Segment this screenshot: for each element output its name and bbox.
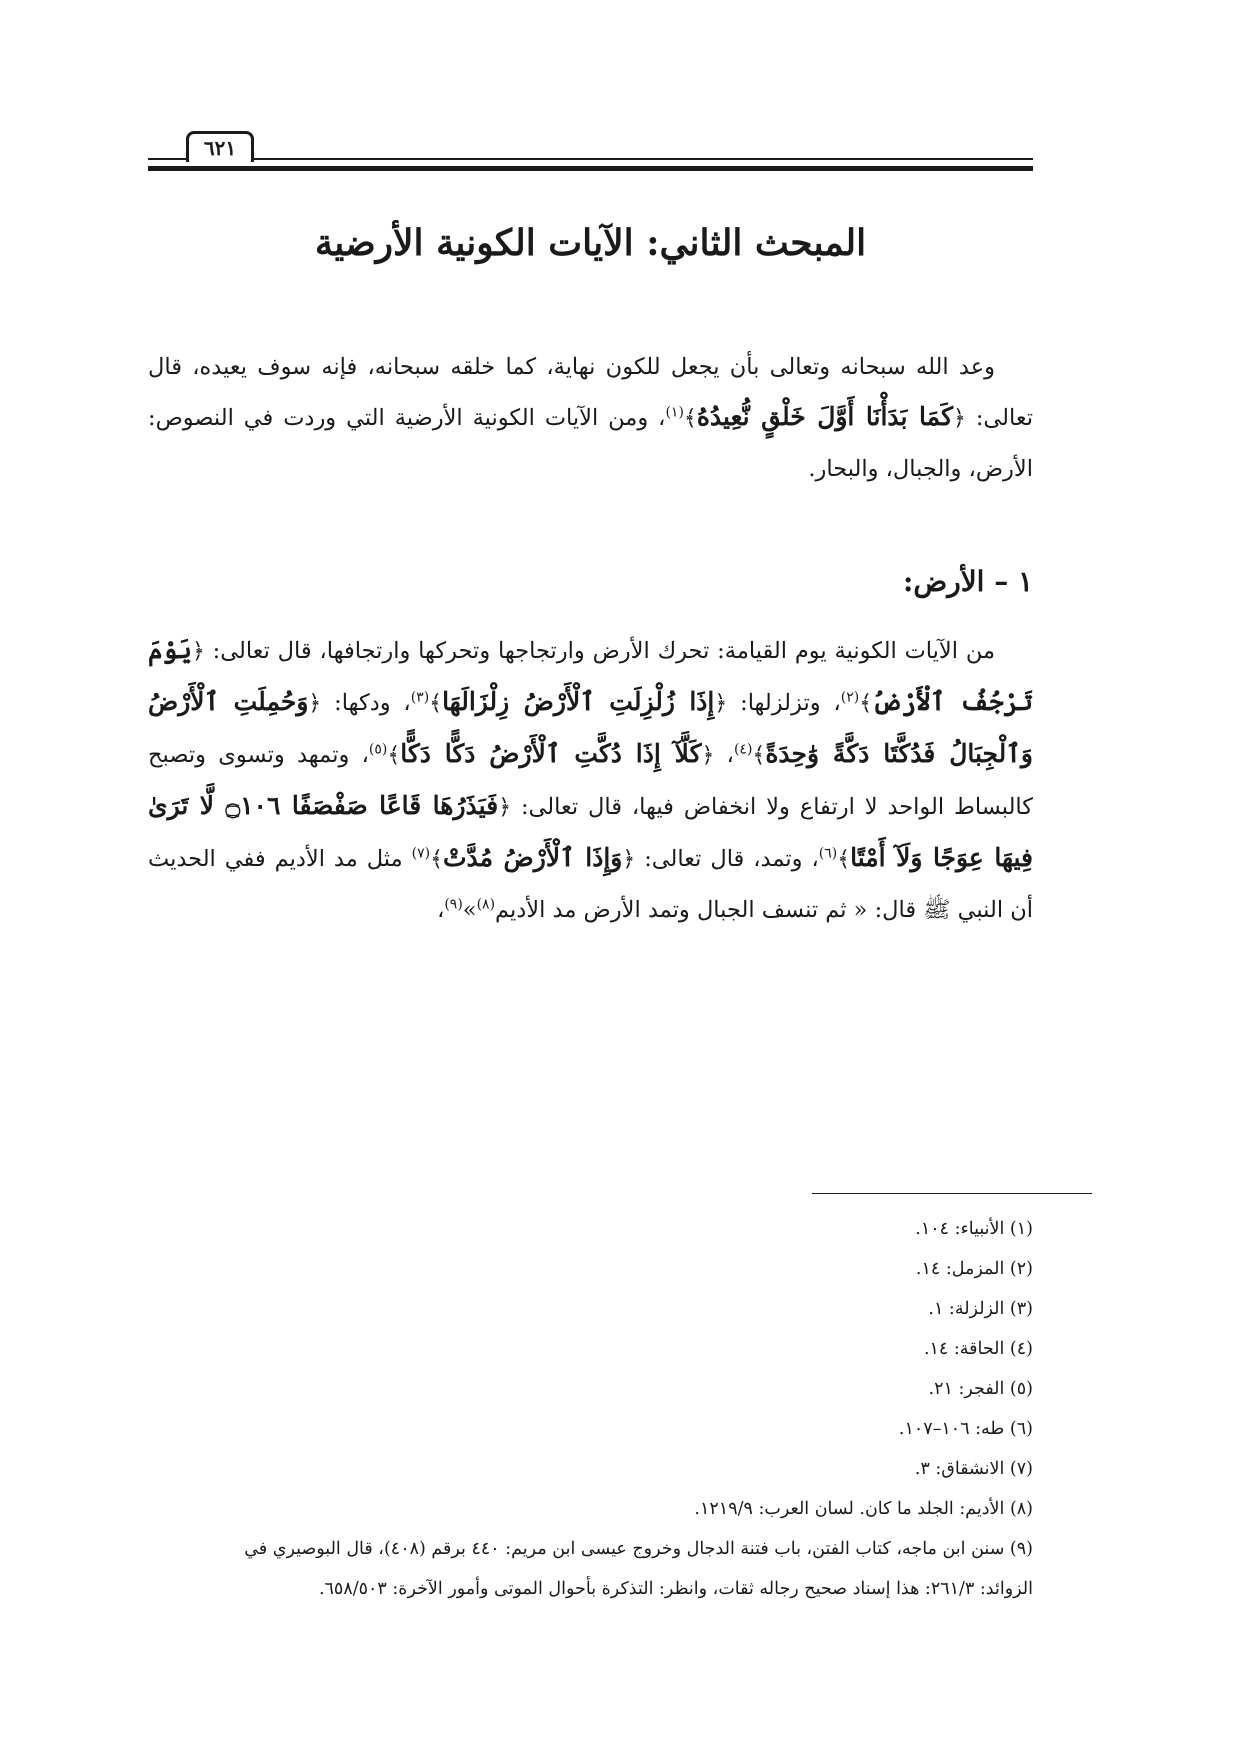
earth-text-8: » <box>462 897 477 923</box>
footnote-item: (٦) طه: ١٠٦–١٠٧. <box>898 1419 1033 1439</box>
earth-paragraph <box>148 625 1033 935</box>
footnote-item: (٤) الحاقة: ١٤. <box>923 1339 1033 1359</box>
earth-text-5: ، وتمهد وتسوى وتصبح كالبساط الواحد لا ارتفاع ولا انخفاض فيها، قال تعالى: <box>148 742 1033 820</box>
earth-text-1: من الآيات الكونية يوم القيامة: تحرك الأرض وارتجاجها وتحركها وارتجافها، قال تعالى: <box>204 638 995 664</box>
intro-paragraph <box>148 342 1033 494</box>
footnotes-list <box>148 1209 1033 1609</box>
footnote-item: (٣) الزلزلة: ١. <box>928 1299 1033 1319</box>
footnote-item: (٩) سنن ابن ماجه، كتاب الفتن، باب فتنة الدجال وخروج عيسى ابن مريم: ٤٤٠ برقم (٤٠٨)، قال البوصيري في <box>244 1539 1033 1559</box>
earth-text-6: ، وتمد، قال تعالى: <box>635 846 819 872</box>
verse-open-ornament: ﴿ <box>191 639 205 664</box>
footnote-ref-6[interactable]: (٦) <box>818 845 838 862</box>
footnote-ref-7[interactable]: (٧) <box>411 845 431 862</box>
verse-open-ornament: ﴿ <box>498 795 512 820</box>
verse-open-ornament: ﴿ <box>308 691 322 716</box>
header-rule-thick <box>148 166 1033 171</box>
footnote-ref-8[interactable]: (٨) <box>476 896 496 913</box>
footnote-separator <box>812 1193 1092 1194</box>
verse-open-ornament: ﴿ <box>622 847 636 872</box>
footnote-ref-3[interactable]: (٣) <box>410 689 430 706</box>
verse-close-ornament: ﴾ <box>429 691 443 716</box>
quran-verse-muzzammil: يَوْمَ تَرْجُفُ ٱلْأَرْضُ <box>148 635 1033 716</box>
footnote-ref-4[interactable]: (٤) <box>733 741 753 758</box>
footnote-item: (٢) المزمل: ١٤. <box>915 1259 1033 1279</box>
footnote-ref-5[interactable]: (٥) <box>368 741 388 758</box>
verse-close-ornament: ﴾ <box>387 743 401 768</box>
verse-close-ornament: ﴾ <box>683 406 697 431</box>
intro-text-2: ، ومن الآيات الكونية الأرضية التي وردت في النصوص: الأرض، والجبال، والبحار. <box>148 405 1033 482</box>
footnote-item: (١) الأنبياء: ١٠٤. <box>915 1219 1033 1239</box>
verse-open-ornament: ﴿ <box>701 743 715 768</box>
quran-verse-taha: فَيَذَرُهَا قَاعًا صَفْصَفًا ۝١٠٦ لَّا تَرَىٰ فِيهَا عِوَجًا وَلَآ أَمْتًا <box>148 791 1034 872</box>
verse-close-ornament: ﴾ <box>859 691 873 716</box>
earth-text-9: ، <box>437 897 445 923</box>
earth-text-4: ، <box>714 742 734 768</box>
page-number: ٦٢١ <box>186 131 254 162</box>
footnote-continuation: الزوائد: ٢٦١/٣: هذا إسناد صحيح رجاله ثقات، وانظر: التذكرة بأحوال الموتى وأمور الآخرة: ٦٥٨/٥٠٣. <box>318 1579 1033 1599</box>
verse-close-ornament: ﴾ <box>430 847 443 872</box>
footnote-ref-9[interactable]: (٩) <box>444 896 463 913</box>
verse-close-ornament: ﴾ <box>837 847 851 872</box>
footnote-item: (٨) الأديم: الجلد ما كان. لسان العرب: ١٢١٩/٩. <box>694 1499 1033 1519</box>
footnote-ref-2[interactable]: (٢) <box>840 689 860 706</box>
verse-open-ornament: ﴿ <box>714 691 728 716</box>
chapter-title: المبحث الثاني: الآيات الكونية الأرضية <box>314 222 867 264</box>
quran-verse-inshiqaq: وَإِذَا ٱلْأَرْضُ مُدَّتْ <box>442 843 623 872</box>
header-rule-thin <box>148 158 1033 160</box>
earth-text-7: مثل مد الأديم ففي الحديث أن النبي ﷺ قال: « ثم تنسف الجبال وتمد الأرض مد الأديم <box>148 846 1033 923</box>
verse-open-ornament: ﴿ <box>952 406 966 431</box>
section-heading-earth: ١ – الأرض: <box>903 565 1033 598</box>
quran-verse-anbiya: كَمَا بَدَأْنَا أَوَّلَ خَلْقٍ نُّعِيدُهُ <box>696 402 953 431</box>
verse-close-ornament: ﴾ <box>752 743 766 768</box>
quran-verse-fajr: كَلَّآ إِذَا دُكَّتِ ٱلْأَرْضُ دَكًّا دَكًّا <box>400 739 702 768</box>
quran-verse-zalzala: إِذَا زُلْزِلَتِ ٱلْأَرْضُ زِلْزَالَهَا <box>442 687 715 716</box>
earth-text-2: ، وتزلزلها: <box>727 690 841 716</box>
intro-text-1: وعد الله سبحانه وتعالى بأن يجعل للكون نهاية، كما خلقه سبحانه، فإنه سوف يعيده، قال تعالى: <box>148 354 1033 431</box>
earth-text-3: ، ودكها: <box>321 690 411 716</box>
footnote-item: (٧) الانشقاق: ٣. <box>914 1459 1033 1479</box>
footnote-item: (٥) الفجر: ٢١. <box>928 1379 1033 1399</box>
quran-verse-haqqa: وَحُمِلَتِ ٱلْأَرْضُ وَٱلْجِبَالُ فَدُكَّتَا دَكَّةً وَٰحِدَةً <box>148 687 1034 768</box>
footnote-ref-1[interactable]: (١) <box>665 404 684 421</box>
page-header <box>148 131 1033 171</box>
